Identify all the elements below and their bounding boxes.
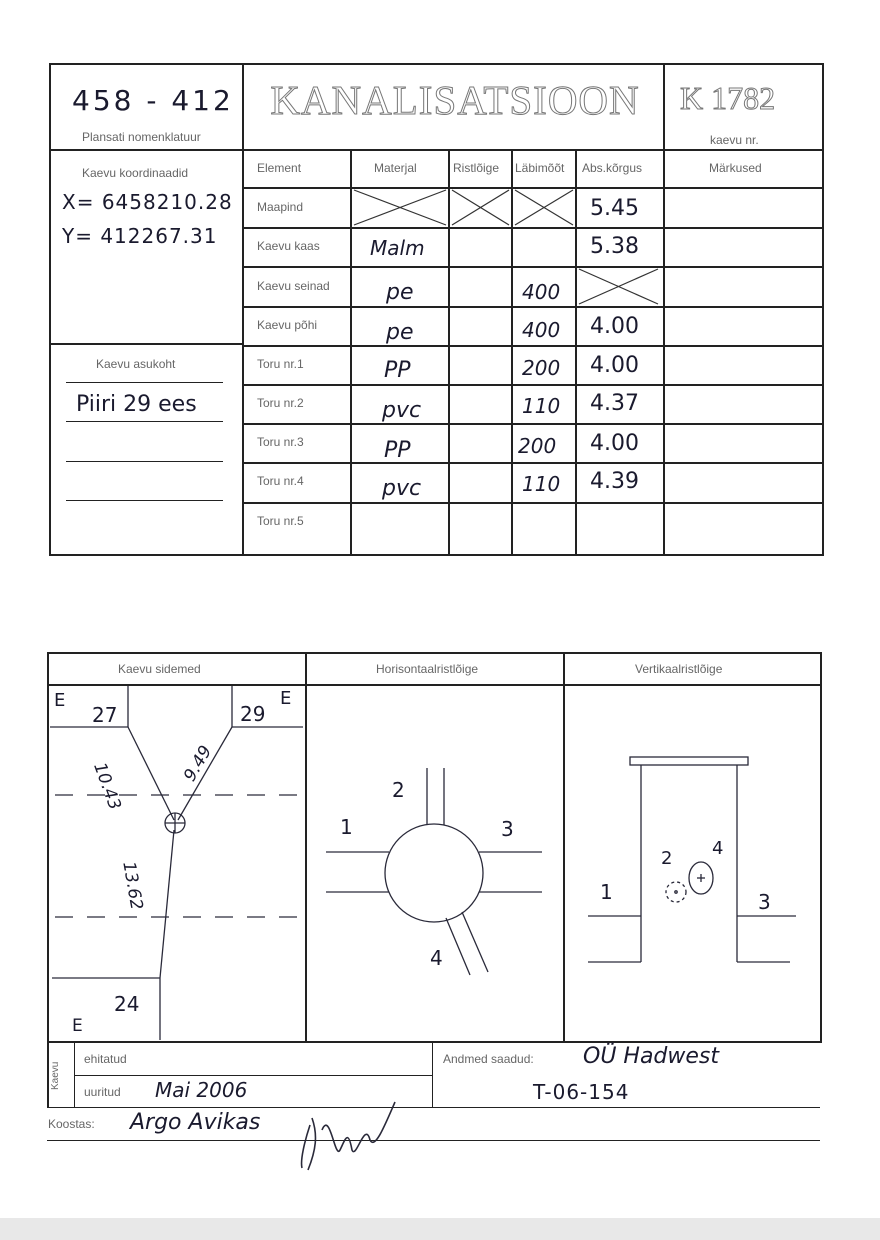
row-material: Malm [370, 236, 425, 260]
tie-house-left: 27 [92, 703, 118, 727]
v-pipe-3: 3 [758, 890, 771, 914]
well-code: K 1782 [680, 80, 776, 116]
col-crosssection: Ristlõige [453, 161, 500, 175]
row-diameter: 200 [522, 356, 561, 380]
data-from-label: Andmed saadud: [443, 1052, 534, 1066]
row-elevation: 5.38 [590, 234, 639, 259]
row-element: Maapind [257, 200, 304, 214]
col-notes: Märkused [709, 161, 762, 175]
h-pipe-3: 3 [501, 817, 514, 841]
row-material: pvc [382, 476, 422, 501]
form-title: KANALISATSIOON [270, 77, 640, 123]
row-elevation: 4.37 [590, 391, 639, 416]
row-diameter: 400 [522, 318, 561, 342]
data-reference: T-06-154 [533, 1080, 630, 1104]
vertical-section-label: Vertikaalristlõige [635, 662, 723, 676]
location-label: Kaevu asukoht [96, 357, 176, 371]
author-label: Koostas: [48, 1117, 95, 1131]
v-pipe-1: 1 [600, 880, 613, 904]
location-value: Piiri 29 ees [76, 392, 197, 417]
row-element: Toru nr.4 [257, 474, 304, 488]
built-label: ehitatud [84, 1052, 127, 1066]
tie-e-left: E [54, 690, 66, 711]
tie-house-right: 29 [240, 702, 266, 726]
h-pipe-4: 4 [430, 946, 443, 970]
row-element: Toru nr.1 [257, 357, 304, 371]
horizontal-section-label: Horisontaalristlõige [376, 662, 479, 676]
nomenclature-value: 458 - 412 [72, 84, 234, 117]
coordinate-y: Y= 412267.31 [62, 224, 218, 248]
row-diameter: 400 [522, 280, 561, 304]
tie-dist-right: 9.49 [180, 742, 217, 785]
row-material: pe [386, 320, 414, 345]
row-element: Kaevu põhi [257, 318, 318, 332]
row-elevation: 4.00 [590, 431, 639, 456]
row-element: Toru nr.5 [257, 514, 304, 528]
row-diameter: 110 [522, 472, 561, 496]
row-elevation: 4.39 [590, 469, 639, 494]
col-elevation: Abs.kõrgus [582, 161, 643, 175]
scan-edge [0, 1218, 880, 1240]
h-pipe-1: 1 [340, 815, 353, 839]
tie-e-right: E [280, 688, 292, 709]
author-value: Argo Avikas [130, 1110, 261, 1135]
row-element: Toru nr.2 [257, 396, 304, 410]
row-element: Kaevu seinad [257, 279, 330, 293]
nomenclature-label: Plansati nomenklatuur [82, 130, 201, 144]
row-elevation: 5.45 [590, 196, 639, 221]
v-pipe-4: 4 [712, 838, 724, 859]
data-from-value: OÜ Hadwest [583, 1044, 720, 1069]
coordinates-label: Kaevu koordinaadid [82, 166, 189, 180]
tie-dist-left: 10.43 [89, 760, 125, 813]
row-material: PP [384, 358, 411, 383]
row-diameter: 110 [522, 394, 561, 418]
v-pipe-2: 2 [661, 848, 673, 869]
ties-label: Kaevu sidemed [118, 662, 201, 676]
row-element: Toru nr.3 [257, 435, 304, 449]
surveyed-label: uuritud [84, 1085, 121, 1099]
well-number-label: kaevu nr. [710, 133, 759, 147]
col-material: Materjal [374, 161, 417, 175]
col-element: Element [257, 161, 302, 175]
tie-house-bottom: 24 [114, 992, 140, 1016]
h-pipe-2: 2 [392, 778, 405, 802]
row-material: PP [384, 438, 411, 463]
footer-side-label: Kaevu [50, 1061, 61, 1090]
row-element: Kaevu kaas [257, 239, 320, 253]
row-material: pe [386, 280, 414, 305]
tie-e-bottom: E [72, 1016, 83, 1036]
coordinate-x: X= 6458210.28 [62, 190, 233, 214]
row-elevation: 4.00 [590, 314, 639, 339]
col-diameter: Läbimõõt [515, 161, 565, 175]
tie-dist-bottom: 13.62 [118, 860, 147, 912]
surveyed-value: Mai 2006 [155, 1078, 248, 1102]
row-material: pvc [382, 398, 422, 423]
row-diameter: 200 [518, 434, 557, 458]
row-elevation: 4.00 [590, 353, 639, 378]
